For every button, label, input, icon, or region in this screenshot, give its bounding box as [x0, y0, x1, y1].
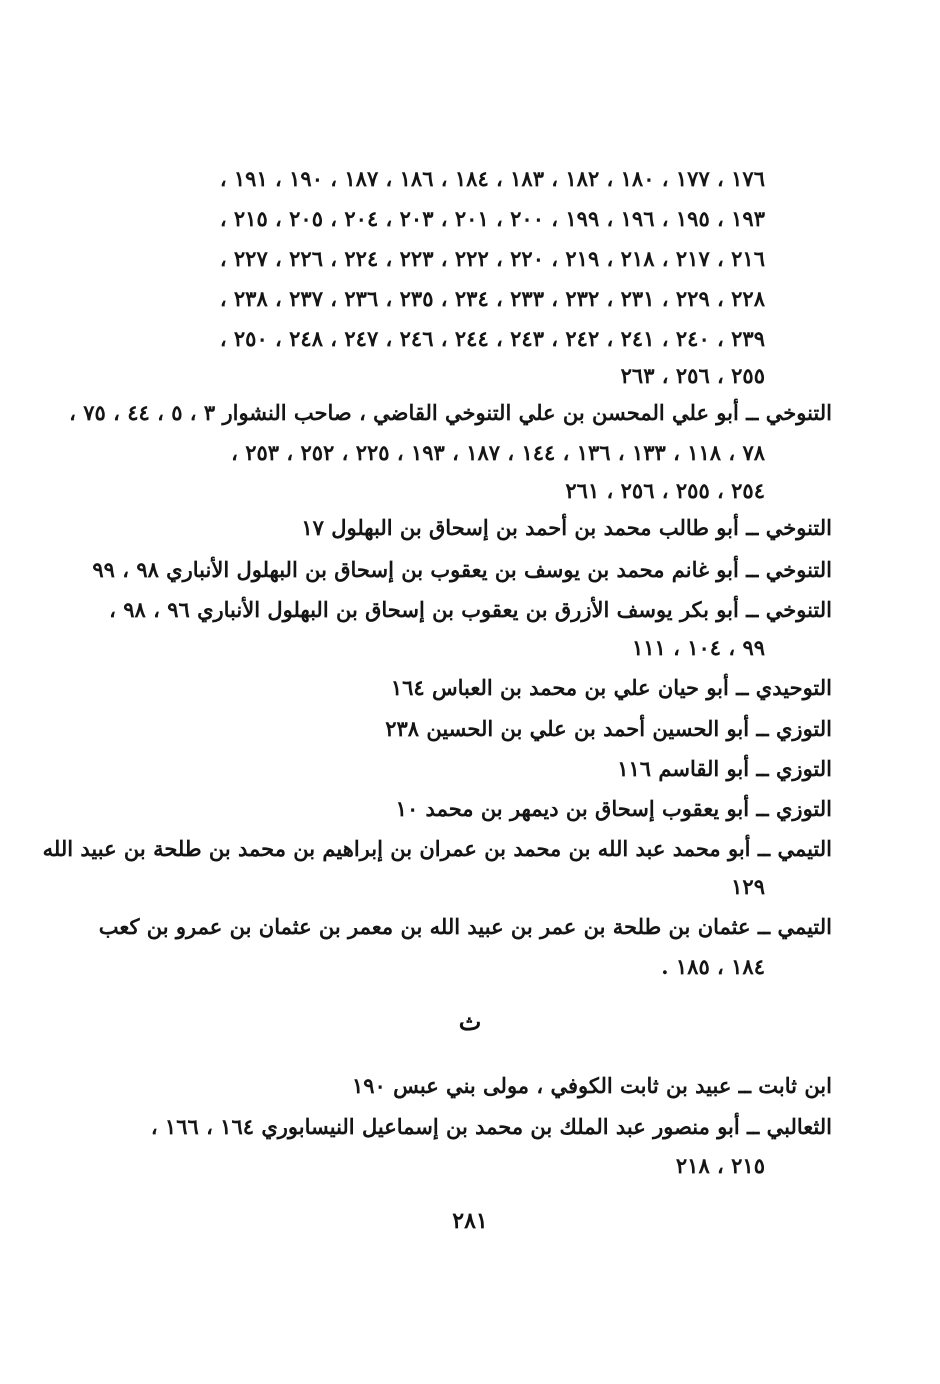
index-entry: التنوخي ــ أبو بكر يوسف الأزرق بن يعقوب بن إسحاق بن البهلول الأنباري ٩٦ ، ٩٨ ،	[109, 597, 832, 622]
index-line: ١٩٣ ، ١٩٥ ، ١٩٦ ، ١٩٩ ، ٢٠٠ ، ٢٠١ ، ٢٠٣ ، ٢٠٤ ، ٢٠٥ ، ٢١٥ ،	[219, 206, 765, 231]
index-entry: التوزي ــ أبو يعقوب إسحاق بن ديمهر بن محمد ١٠	[395, 796, 832, 821]
index-entry: التنوخي ــ أبو علي المحسن بن علي التنوخي القاضي ، صاحب النشوار ٣ ، ٥ ، ٤٤ ، ٧٥ ،	[69, 400, 832, 425]
index-line: ٢٢٨ ، ٢٢٩ ، ٢٣١ ، ٢٣٢ ، ٢٣٣ ، ٢٣٤ ، ٢٣٥ ، ٢٣٦ ، ٢٣٧ ، ٢٣٨ ،	[219, 286, 765, 311]
index-line: ١٨٤ ، ١٨٥ .	[661, 954, 765, 979]
index-entry: التوزي ــ أبو القاسم ١١٦	[617, 756, 832, 781]
index-line: ٧٨ ، ١١٨ ، ١٣٣ ، ١٣٦ ، ١٤٤ ، ١٨٧ ، ١٩٣ ، ٢٢٥ ، ٢٥٢ ، ٢٥٣ ،	[231, 440, 765, 465]
index-entry: التوحيدي ــ أبو حيان علي بن محمد بن العباس ١٦٤	[390, 675, 832, 700]
page-number: ٢٨١	[452, 1208, 488, 1234]
index-line: ٢١٦ ، ٢١٧ ، ٢١٨ ، ٢١٩ ، ٢٢٠ ، ٢٢٢ ، ٢٢٣ ، ٢٢٤ ، ٢٢٦ ، ٢٢٧ ،	[219, 246, 765, 271]
index-line: ٢٥٥ ، ٢٥٦ ، ٢٦٣	[620, 363, 765, 388]
index-line: ٢٥٤ ، ٢٥٥ ، ٢٥٦ ، ٢٦١	[565, 478, 765, 503]
index-entry: التنوخي ــ أبو غانم محمد بن يوسف بن يعقوب بن إسحاق بن البهلول الأنباري ٩٨ ، ٩٩	[92, 557, 832, 582]
index-line: ٢٣٩ ، ٢٤٠ ، ٢٤١ ، ٢٤٢ ، ٢٤٣ ، ٢٤٤ ، ٢٤٦ ، ٢٤٧ ، ٢٤٨ ، ٢٥٠ ،	[219, 326, 765, 351]
index-line: ٩٩ ، ١٠٤ ، ١١١	[631, 635, 765, 660]
index-line: ١٢٩	[731, 874, 765, 899]
index-entry: التوزي ــ أبو الحسين أحمد بن علي بن الحسين ٢٣٨	[385, 716, 832, 741]
index-entry: التنوخي ــ أبو طالب محمد بن أحمد بن إسحاق بن البهلول ١٧	[301, 515, 832, 540]
index-line: ١٧٦ ، ١٧٧ ، ١٨٠ ، ١٨٢ ، ١٨٣ ، ١٨٤ ، ١٨٦ ، ١٨٧ ، ١٩٠ ، ١٩١ ،	[219, 166, 765, 191]
index-entry: ابن ثابت ــ عبيد بن ثابت الكوفي ، مولى بني عبس ١٩٠	[351, 1073, 832, 1098]
section-letter-heading: ث	[458, 1007, 482, 1036]
index-entry: التيمي ــ عثمان بن طلحة بن عمر بن عبيد الله بن معمر بن عثمان بن عمرو بن كعب	[98, 914, 832, 939]
index-entry: التيمي ــ أبو محمد عبد الله بن محمد بن عمران بن إبراهيم بن محمد بن طلحة بن عبيد الله	[42, 836, 832, 861]
index-line: ٢١٥ ، ٢١٨	[675, 1153, 765, 1178]
index-entry: الثعالبي ــ أبو منصور عبد الملك بن محمد بن إسماعيل النيسابوري ١٦٤ ، ١٦٦ ،	[150, 1114, 832, 1139]
